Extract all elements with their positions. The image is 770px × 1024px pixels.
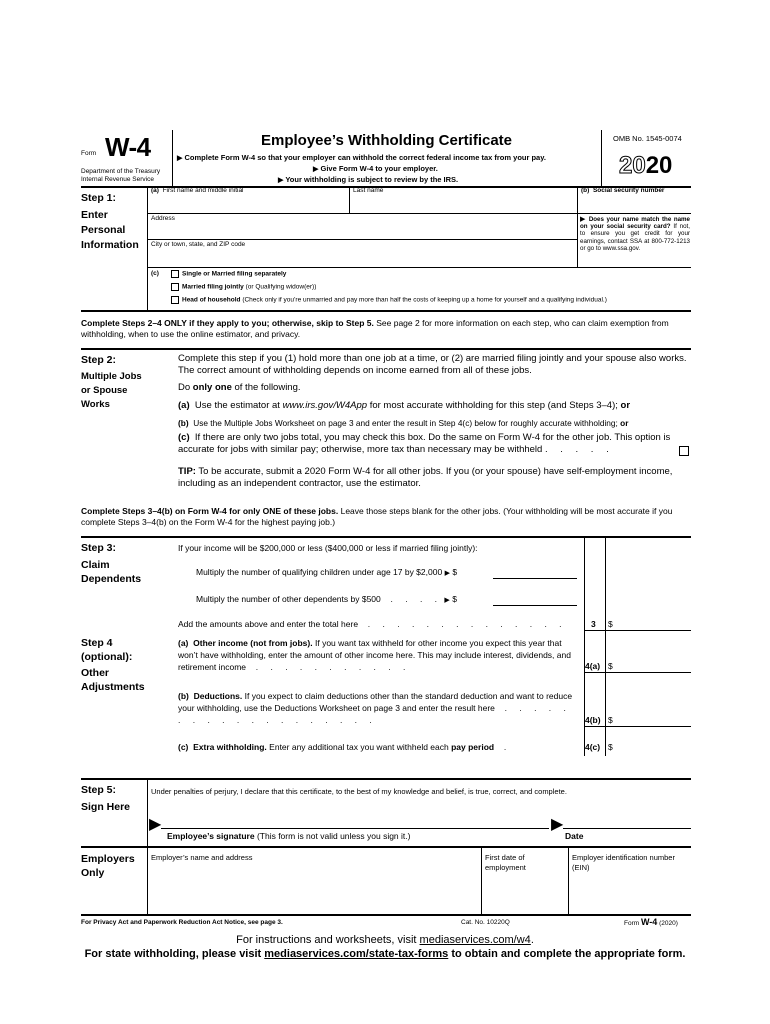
instruction-3: ▶ Your withholding is subject to review by the IRS. <box>278 175 459 184</box>
step3-top-rule <box>81 536 691 538</box>
children-amount-input[interactable] <box>501 565 577 577</box>
signature-field[interactable] <box>165 810 545 828</box>
step3-bottom-rule <box>584 630 691 631</box>
line-3-number: 3 <box>591 619 596 629</box>
state-withholding-line: For state withholding, please visit mediaservices.com/state-tax-forms to obtain and complete the appropriate form. <box>84 948 686 960</box>
step2-intro: Complete this step if you (1) hold more than one job at a time, or (2) are married filing jointly and your spouse also works. The correct amount of withholding depends on income earned from all of these jobs. <box>178 353 687 376</box>
line-4a-dollar: $ <box>608 661 613 671</box>
state-forms-link[interactable]: mediaservices.com/state-tax-forms <box>264 948 449 960</box>
dependents-total-input[interactable] <box>616 617 690 629</box>
step1-title: Step 1: <box>81 192 117 204</box>
step3-subtitle: Claim Dependents <box>81 559 142 585</box>
line-4a-rule <box>584 672 691 673</box>
filing-status-prefix: (c) <box>151 270 159 277</box>
signature-label: Employee’s signature (This form is not valid unless you sign it.) <box>167 831 411 841</box>
address-input[interactable] <box>151 224 575 238</box>
header-divider-left <box>172 130 173 186</box>
perjury-statement: Under penalties of perjury, I declare that this certificate, to the best of my knowledge and belief, is true, correct, and complete. <box>151 787 567 796</box>
dept-line2: Internal Revenue Service <box>81 176 154 183</box>
head-of-household-checkbox[interactable] <box>171 296 179 304</box>
address-label: Address <box>151 215 175 222</box>
step2-option-c: (c) If there are only two jobs total, you may check this box. Do the same on Form W-4 for the other job. This option is accurate for jobs with similar pay; otherwise, more tax than necessary may be withheld . . . . . <box>178 432 671 455</box>
instruction-2: ▶ Give Form W-4 to your employer. <box>313 164 438 173</box>
form-title: Employee’s Withholding Certificate <box>261 132 513 149</box>
footer-form-id: Form W-4 (2020) <box>624 917 678 927</box>
city-input[interactable] <box>151 250 575 264</box>
arrow-right-icon: ▶ <box>444 597 450 604</box>
filing-single-option[interactable]: Single or Married filing separately <box>171 270 286 278</box>
dependents-total-line: Add the amounts above and enter the total here . . . . . . . . . . . . . . <box>178 619 567 629</box>
row-rule-3 <box>147 267 691 268</box>
other-income-input[interactable] <box>616 659 690 671</box>
first-name-label: (a) First name and middle initial <box>151 187 244 194</box>
line-4b-number: 4(b) <box>585 715 601 725</box>
dept-line1: Department of the Treasury <box>81 168 161 175</box>
first-date-label: First date of employment <box>485 853 526 872</box>
signature-arrow-icon: ▶ <box>149 816 162 833</box>
city-label: City or town, state, and ZIP code <box>151 241 246 248</box>
step4-col-rule-1 <box>584 630 585 756</box>
employers-only-title: Employers Only <box>81 853 135 879</box>
children-amount-rule <box>493 578 577 579</box>
row-rule-1 <box>147 213 691 214</box>
notice-steps-3-4: Complete Steps 3–4(b) on Form W-4 for only ONE of these jobs. Leave those steps blank for the other jobs. (Your withholding will be most accurate if you complete Steps 3–4(b) on the Form W-4 for the highest paying job.) <box>81 506 673 527</box>
line-3-dollar: $ <box>608 619 613 629</box>
step5-title: Step 5: <box>81 784 117 796</box>
instruction-1: ▶ Complete Form W-4 so that your employer can withhold the correct federal income tax from your pay. <box>177 153 546 162</box>
filing-hoh-option[interactable]: Head of household (Check only if you’re unmarried and pay more than half the costs of keeping up a home for yourself and a qualifying individual.) <box>171 296 607 304</box>
ssn-label: (b) Social security number <box>581 187 665 194</box>
step2-subtitle: Multiple Jobs or Spouse Works <box>81 371 142 410</box>
line-4b-rule <box>584 726 691 727</box>
step2-title: Step 2: <box>81 354 117 366</box>
date-field[interactable] <box>567 810 689 828</box>
filing-married-option[interactable]: Married filing jointly (or Qualifying widow(er)) <box>171 283 316 291</box>
married-checkbox[interactable] <box>171 283 179 291</box>
first-name-input[interactable] <box>151 196 347 210</box>
name-divider <box>349 186 350 213</box>
date-rule <box>563 828 691 829</box>
extra-withholding-input[interactable] <box>616 740 690 752</box>
arrow-right-icon: ▶ <box>177 155 183 162</box>
step2-tip: TIP: To be accurate, submit a 2020 Form W-4 for all other jobs. If you (or your spouse) have self-employment income, including as an independent contractor, use the estimator. <box>178 466 673 489</box>
step2-do-one: Do only one of the following. <box>178 382 301 393</box>
ein-input[interactable] <box>572 882 688 896</box>
ssn-input[interactable] <box>581 196 689 210</box>
step1-divider <box>147 186 148 310</box>
dependents-amount-rule <box>493 605 577 606</box>
arrow-right-icon: ▶ <box>278 177 284 184</box>
line-4b-dollar: $ <box>608 715 613 725</box>
qualifying-children-line: Multiply the number of qualifying children under age 17 by $2,000 ▶ $ <box>196 567 458 577</box>
footer-top-rule <box>81 914 691 916</box>
step2-option-b: (b) Use the Multiple Jobs Worksheet on page 3 and enter the result in Step 4(c) below for roughly accurate withholding; or <box>178 418 629 428</box>
other-dependents-line: Multiply the number of other dependents by $500 . . . . ▶ $ <box>196 594 457 604</box>
arrow-right-icon: ▶ <box>444 570 450 577</box>
first-date-input[interactable] <box>485 882 565 896</box>
notice-steps-2-4: Complete Steps 2–4 ONLY if they apply to you; otherwise, skip to Step 5. See page 2 for more information on each step, who can claim exemption from withholding, when to use the online estimator, and privacy. <box>81 318 669 339</box>
tax-year: 2020 <box>619 152 673 179</box>
step5-subtitle: Sign Here <box>81 801 131 813</box>
instructions-link[interactable]: mediaservices.com/w4 <box>419 934 531 946</box>
address-divider <box>577 213 578 267</box>
step3-intro: If your income will be $200,000 or less ($400,000 or less if married filing jointly): <box>178 543 478 553</box>
employer-divider-1 <box>481 846 482 914</box>
ein-label: Employer identification number (EIN) <box>572 853 675 872</box>
step3-col-rule-2 <box>605 536 606 630</box>
ssn-divider <box>577 186 578 213</box>
form-label: Form <box>81 150 97 157</box>
step5-top-rule <box>81 778 691 780</box>
privacy-notice: For Privacy Act and Paperwork Reduction Act Notice, see page 3. <box>81 919 283 926</box>
step3-col-rule-1 <box>584 536 585 630</box>
employer-name-input[interactable] <box>151 864 477 910</box>
form-number: W-4 <box>105 132 151 162</box>
line-4c-number: 4(c) <box>585 742 601 752</box>
line-4c-dollar: $ <box>608 742 613 752</box>
employer-divider-2 <box>568 846 569 914</box>
step4-title: Step 4 (optional): <box>81 637 133 663</box>
other-income-text: (a) Other income (not from jobs). If you want tax withheld for other income you expect this year that won’t have withholding, enter the amount of other income here. This may include interest, dividends, and retirement income . . . . . . . . . . . <box>178 638 571 672</box>
arrow-right-icon: ▶ <box>580 216 587 223</box>
header-divider-right <box>601 130 602 186</box>
employers-top-rule <box>81 846 691 848</box>
last-name-label: Last name <box>353 187 384 194</box>
step4-col-rule-2 <box>605 630 606 756</box>
deductions-input[interactable] <box>616 713 690 725</box>
date-arrow-icon: ▶ <box>551 816 564 833</box>
ssn-name-match-note: ▶ Does your name match the name on your social security card? If not, to ensure you get credit for your earnings, contact SSA at 800-772-1213 or go to www.ssa.gov. <box>580 216 690 252</box>
deductions-text: (b) Deductions. If you expect to claim deductions other than the standard deduction and want to reduce your withholding, use the Deductions Worksheet on page 3 and enter the result here . . . . . . . . . . . . . . . . . . . <box>178 691 573 725</box>
catalog-number: Cat. No. 10220Q <box>461 919 510 926</box>
single-checkbox[interactable] <box>171 270 179 278</box>
step1-subtitle: Enter Personal Information <box>81 209 139 251</box>
step1-bottom-rule <box>81 310 691 312</box>
instructions-line: For instructions and worksheets, visit mediaservices.com/w4. <box>236 934 534 946</box>
step2-top-rule <box>81 348 691 350</box>
dependents-amount-input[interactable] <box>501 592 577 604</box>
step2-option-a: (a) Use the estimator at www.irs.gov/W4App for most accurate withholding for this step (and Steps 3–4); or <box>178 400 631 411</box>
step4-subtitle: Other Adjustments <box>81 667 145 693</box>
step3-title: Step 3: <box>81 542 117 554</box>
arrow-right-icon: ▶ <box>313 166 319 173</box>
extra-withholding-text: (c) Extra withholding. Enter any additional tax you want withheld each pay period . <box>178 742 512 752</box>
last-name-input[interactable] <box>353 196 575 210</box>
signature-rule <box>161 828 549 829</box>
omb-number: OMB No. 1545-0074 <box>613 134 682 143</box>
row-rule-2 <box>147 239 577 240</box>
line-4a-number: 4(a) <box>585 661 601 671</box>
date-label: Date <box>565 831 584 841</box>
employer-name-label: Employer’s name and address <box>151 853 253 862</box>
two-jobs-checkbox[interactable] <box>679 446 689 456</box>
